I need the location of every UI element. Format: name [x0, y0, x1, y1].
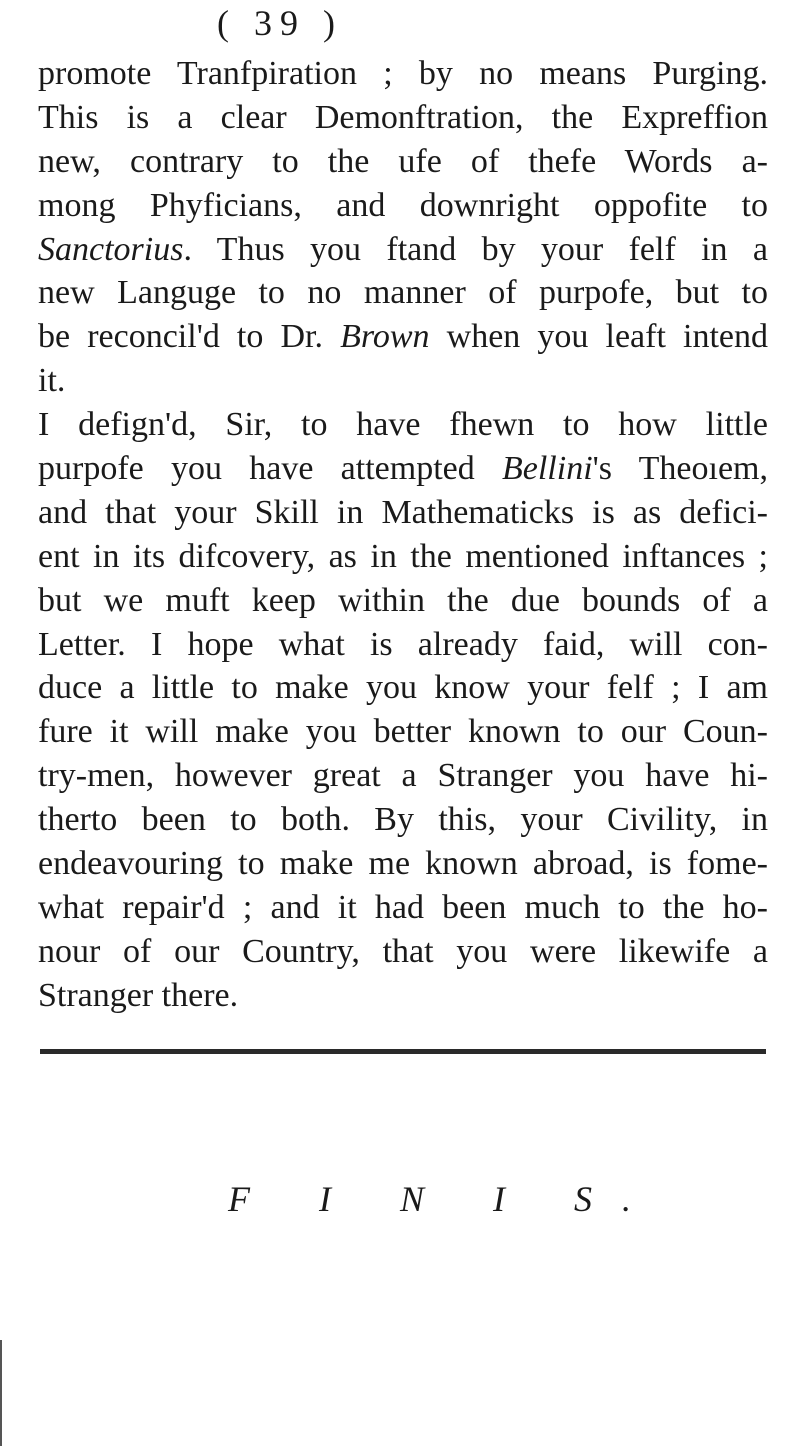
text-line: therto been to both. By this, your Civility, in [38, 801, 768, 839]
italic-name-sanctorius: Sanctorius [38, 230, 184, 268]
text-line: endeavouring to make me known abroad, is fome- [38, 845, 768, 883]
page-number: ( 39 ) [217, 3, 343, 43]
text-line: fure it will make you better known to our Coun- [38, 713, 768, 751]
text-run: 's Theoıem, [592, 450, 768, 488]
text-line: Letter. I hope what is already faid, will con- [38, 625, 768, 663]
horizontal-rule [40, 1049, 766, 1054]
text-line: duce a little to make you know your felf ; I am [38, 669, 768, 707]
text-line [38, 447, 768, 491]
text-line: Stranger there. [38, 976, 239, 1014]
text-line: I defign'd, Sir, to have fhewn to how little [38, 406, 768, 444]
text-line [38, 228, 768, 272]
finis-heading: F I N I S. [228, 1179, 661, 1219]
text-line: what repair'd ; and it had been much to the ho- [38, 888, 768, 926]
italic-name-bellini: Bellini [502, 450, 593, 488]
text-run: when you leaft intend [429, 318, 769, 356]
text-line: ent in its difcovery, as in the mentioned inftances ; [38, 537, 768, 575]
text-line: try-men, however great a Stranger you have hi- [38, 757, 768, 795]
text-line: it. [38, 362, 66, 400]
text-line: new Languge to no manner of purpofe, but to [38, 274, 768, 312]
text-run: be reconcil'd to Dr. [38, 318, 341, 356]
text-line: nour of our Country, that you were likewife a [38, 932, 768, 970]
text-line: new, contrary to the ufe of thefe Words a- [38, 142, 768, 180]
text-line: promote Tranfpiration ; by no means Purging. [38, 55, 768, 92]
body-text [38, 52, 768, 1018]
italic-name-brown: Brown [340, 318, 430, 356]
text-run: purpofe you have attempted [38, 450, 502, 488]
text-line: This is a clear Demonftration, the Expreffion [38, 98, 768, 136]
page-edge-mark [0, 1340, 2, 1446]
text-run: . Thus you ftand by your felf in a [183, 230, 768, 268]
text-line: but we muft keep within the due bounds of a [38, 581, 768, 619]
text-line [38, 315, 768, 359]
text-line: and that your Skill in Mathematicks is as defici- [38, 493, 768, 531]
text-line: mong Phyficians, and downright oppofite to [38, 186, 768, 224]
